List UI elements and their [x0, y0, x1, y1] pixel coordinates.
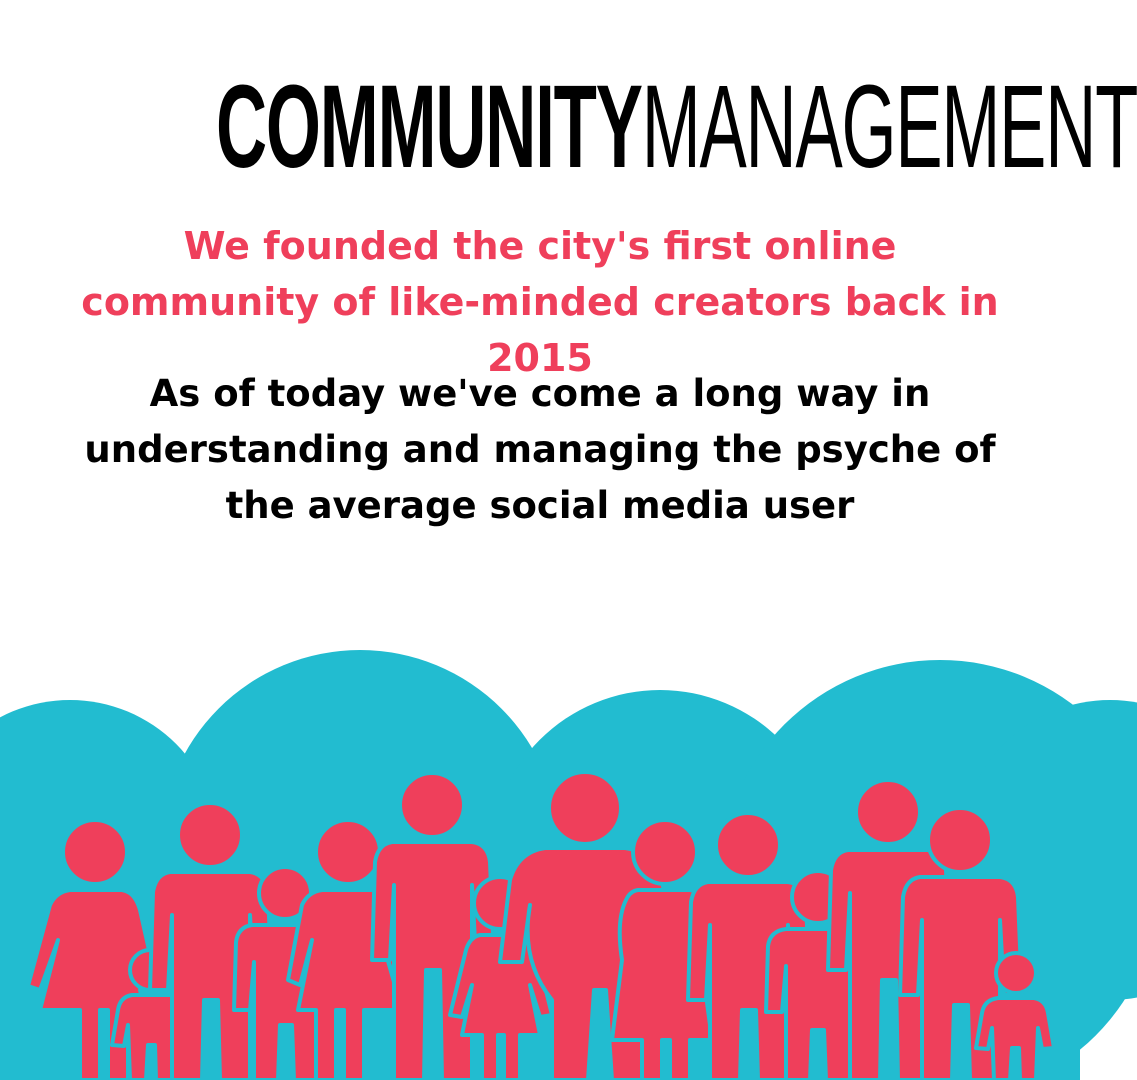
title-bold: COMMUNITY	[216, 61, 642, 193]
title-light: MANAGEMENT	[641, 61, 1137, 193]
subtitle-text: We founded the city's first online community of like-minded creators back in 2015	[81, 224, 999, 380]
body-text: As of today we've come a long way in understanding and managing the psyche of the average social media user	[84, 372, 996, 527]
